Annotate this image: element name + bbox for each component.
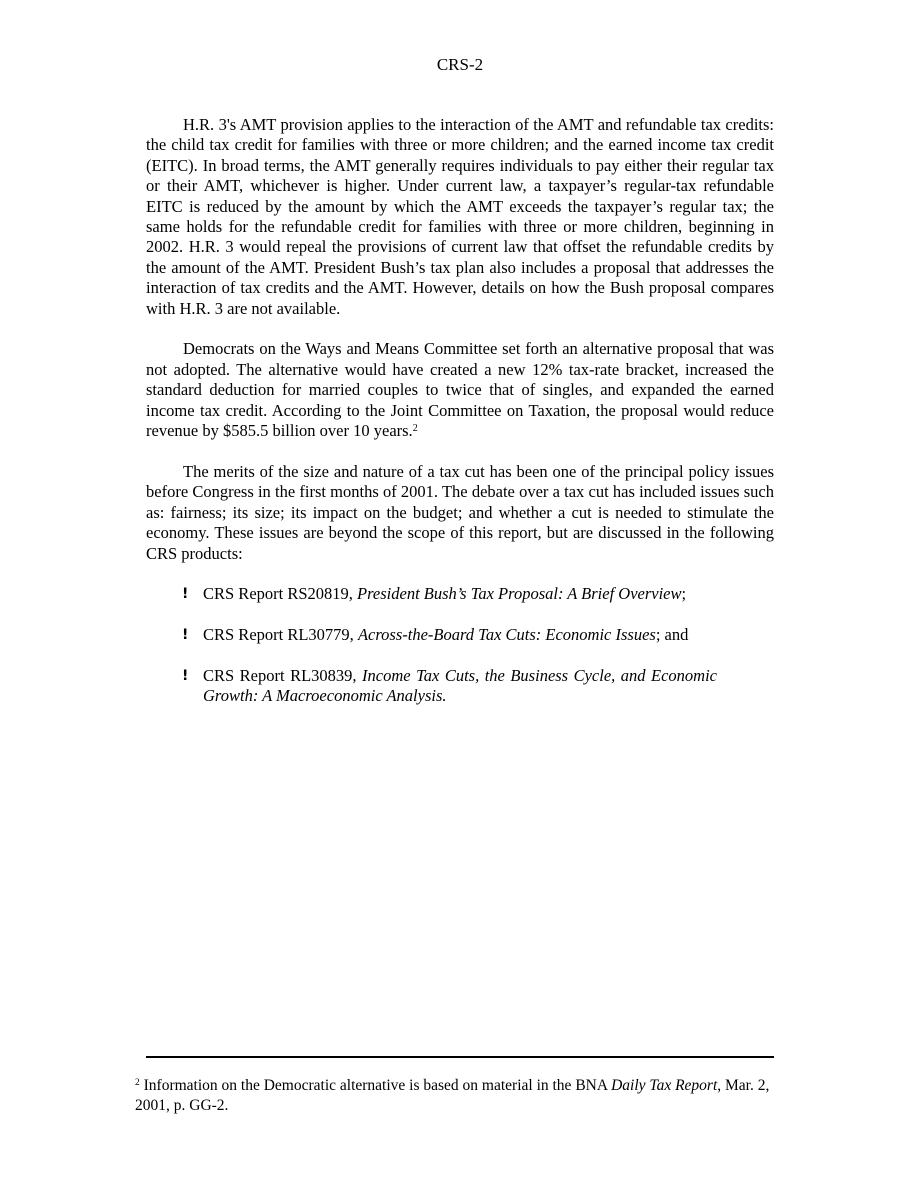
footnote [135, 1076, 790, 1116]
footnote-number: 2 [135, 1078, 140, 1088]
report-title: President Bush’s Tax Proposal: A Brief Overview [357, 583, 682, 603]
report-body [146, 115, 774, 727]
list-punctuation: ; and [655, 624, 689, 644]
bullet-icon: ! [182, 585, 189, 602]
paragraph-merits [146, 462, 774, 564]
paragraph-text: Democrats on the Ways and Means Committee set forth an alternative proposal that was not adopted. The alternative would have created a new 12% tax-rate bracket, increased the standard deduction for married couples to twice that of singles, and expanded the earned income tax credit. According to the Joint Committee on Taxation, the proposal would reduce revenue by $585.5 billion over 10 years. [146, 339, 774, 441]
paragraph-text: The merits of the size and nature of a tax cut has been one of the principal policy issues before Congress in the first months of 2001. The debate over a tax cut has included issues such as: fairness; its size; its impact on the budget; and whether a cut is needed to stimulate the economy. These issues are beyond the scope of this report, but are discussed in the following CRS products: [146, 461, 774, 563]
list-punctuation: ; [681, 583, 687, 603]
report-title: Across-the-Board Tax Cuts: Economic Issues [357, 624, 656, 644]
bullet-icon: ! [182, 626, 189, 643]
paragraph-text: H.R. 3's AMT provision applies to the interaction of the AMT and refundable tax credits: the child tax credit for families with three or more children; and the earned income tax credit (EITC). In broad terms, the AMT generally requires individuals to pay either their regular tax or their AMT, whichever is higher. Under current law, a taxpayer’s regular-tax refundable EITC is reduced by the amount by which the AMT exceeds the taxpayer’s regular tax; the same holds for the refundable credit for families with three or more children, beginning in 2002. H.R. 3 would repeal the provisions of current law that offset the refundable credits by the amount of the AMT. President Bush’s tax plan also includes a proposal that addresses the interaction of tax credits and the AMT. However, details on how the Bush proposal compares with H.R. 3 are not available. [146, 115, 774, 318]
report-number: CRS Report RL30779, [203, 624, 358, 644]
footnote-text: Information on the Democratic alternative is based on material in the BNA [139, 1077, 612, 1094]
paragraph-amt-provision [146, 115, 774, 319]
report-number: CRS Report RS20819, [203, 583, 358, 603]
page-header: CRS-2 [436, 55, 484, 74]
list-item [182, 666, 717, 707]
report-number: CRS Report RL30839, [203, 665, 363, 685]
crs-products-list [146, 584, 717, 706]
bullet-icon: ! [182, 667, 189, 684]
footnote-text-end: , Mar. 2, 2001, p. GG-2. [135, 1077, 770, 1114]
report-title: Income Tax Cuts, the Business Cycle, and Economic Growth: A Macroeconomic Analysis. [203, 665, 718, 705]
paragraph-democratic-alternative [146, 339, 774, 441]
footnote-reference: 2 [412, 423, 418, 435]
footnote-divider [146, 1056, 774, 1058]
list-item [182, 584, 717, 604]
footnote-source-title: Daily Tax Report [611, 1077, 718, 1094]
list-item [182, 625, 717, 645]
